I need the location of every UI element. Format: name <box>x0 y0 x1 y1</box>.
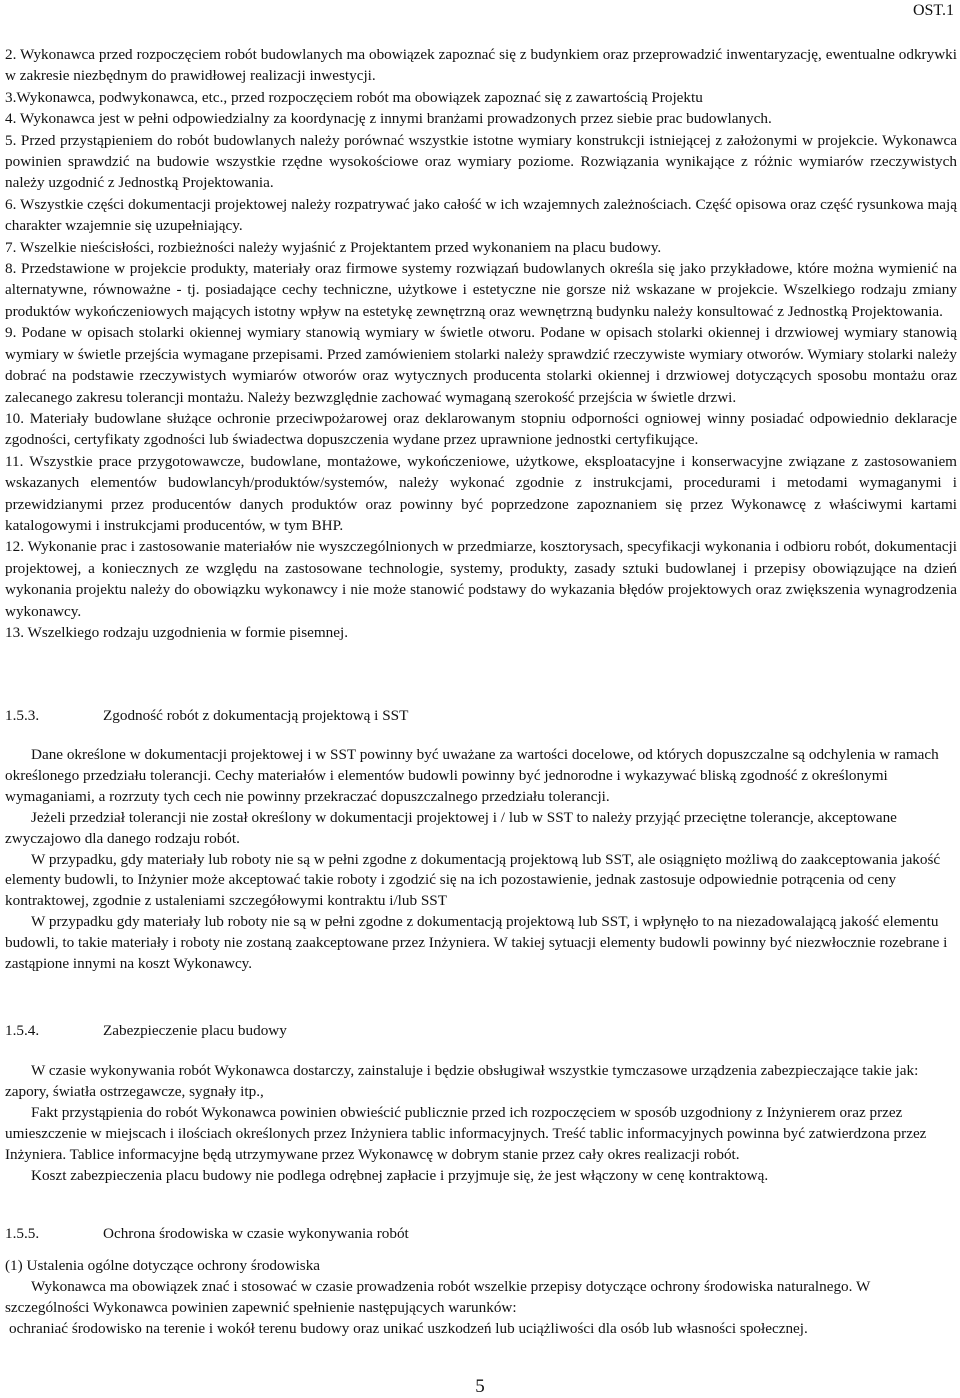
section-heading-1-5-5 <box>5 1223 409 1244</box>
section-heading-1-5-4 <box>5 1020 287 1041</box>
paragraph: W czasie wykonywania robót Wykonawca dostarczy, zainstaluje i będzie obsługiwał wszystkie tymczasowe urządzenia zabezpieczające takie jak: zapory, światła ostrzegawcze, sygnały itp., <box>5 1062 919 1100</box>
section-number: 1.5.5. <box>5 1225 40 1242</box>
section-number: 1.5.3. <box>5 707 40 724</box>
paragraph: Jeżeli przedział tolerancji nie został określony w dokumentacji projektowej i / lub w SST to należy przyjąć przeciętne tolerancje, akceptowane zwyczajowo dla danego rodzaju robót. <box>5 808 897 847</box>
page-number: 5 <box>475 1376 485 1397</box>
section-body-1-5-3 <box>5 745 950 975</box>
section-title: Zgodność robót z dokumentacją projektową i SST <box>103 707 409 724</box>
subheading: (1) Ustalenia ogólne dotyczące ochrony środowiska <box>5 1257 321 1274</box>
requirement-item: 5. Przed przystąpieniem do robót budowlanych należy porównać wszystkie istotne wymiary konstrukcji istniejącej z założonymi w projekcie. Wykonawca powinien sprawdzić na budowie wszystkie rzędne wysokościowe oraz wymiary poziome. Rozwiązania wynikające z różnic wymiarów rzeczywistych należy uzgodnić z Jednostką Projektowania. <box>5 131 957 192</box>
section-body-1-5-5 <box>5 1256 950 1340</box>
requirement-item: 10. Materiały budowlane służące ochronie przeciwpożarowej oraz deklarowanym stopniu odporności ogniowej winny posiadać odpowiednio deklaracje zgodności, certyfikaty zgodności lub świadectwa dopuszczenia wydane przez uprawnione jednostki certyfikujące. <box>5 409 957 449</box>
paragraph: Wykonawca ma obowiązek znać i stosować w czasie prowadzenia robót wszelkie przepisy dotyczące ochrony środowiska naturalnego. W szczególności Wykonawca powinien zapewnić spełnienie następujących warunków: <box>5 1277 871 1316</box>
requirement-item: 3.Wykonawca, podwykonawca, etc., przed rozpoczęciem robót ma obowiązek zapoznać się z zawartością Projektu <box>5 88 703 106</box>
section-heading-1-5-3 <box>5 705 408 726</box>
paragraph: Dane określone w dokumentacji projektowej i w SST powinny być uważane za wartości docelowe, od których dopuszczalne są odchylenia w ramach określonego przedziału tolerancji. Cechy materiałów i elementów budowli powinny być jednorodne i wykazywać bliską zgodność z określonymi wymaganiami, a rozrzuty tych cech nie powinny przekraczać dopuszczalnego przedziału tolerancji. <box>5 746 939 805</box>
requirement-item: 9. Podane w opisach stolarki okiennej wymiary stanowią wymiary w świetle otworu. Podane w opisach stolarki okiennej i drzwiowej wymiary stanowią wymiary w świetle przejścia wymagane przepisami. Przed zamówieniem stolarki należy sprawdzić rzeczywiste wymiary otworów. Wymiary stolarki należy dobrać na podstawie rzeczywistych wymiarów otworów oraz wytycznych producenta stolarki okiennej i drzwiowej dotyczących sposobu montażu oraz zalecanego zakresu tolerancji montażu. Należy bezwzględnie zachować wymaganą szerokość przejścia w świetle drzwi. <box>5 324 957 406</box>
paragraph: Fakt przystąpienia do robót Wykonawca powinien obwieścić publicznie przed ich rozpoczęciem w sposób uzgodniony z Inżynierem oraz przez umieszczenie w miejscach i ilościach określonych przez Inżyniera tablic informacyjnych. Treść tablic informacyjnych powinna być zatwierdzona przez Inżyniera. Tablice informacyjne będą utrzymywane przez Wykonawcę w dobrym stanie przez cały okres realizacji robót. <box>5 1103 927 1163</box>
paragraph: W przypadku gdy materiały lub roboty nie są w pełni zgodne z dokumentacją projektową lub SST, i wpłynęło to na niezadowalającą jakość elementu budowli, to takie materiały i roboty nie zostaną zaakceptowane przez Inżyniera. W takiej sytuacji elementy budowli powinny być niezwłocznie rozebrane i zastąpione innymi na koszt Wykonawcy. <box>5 913 948 973</box>
requirement-item: 2. Wykonawca przed rozpoczęciem robót budowlanych ma obowiązek zapoznać się z budynkiem oraz przeprowadzić inwentaryzację, ewentualne odkrywki w zakresie niezbędnym do prawidłowej realizacji inwestycji. <box>5 46 957 85</box>
contractor-requirements-list <box>5 44 957 643</box>
requirement-item: 7. Wszelkie nieścisłości, rozbieżności należy wyjaśnić z Projektantem przed wykonaniem na placu budowy. <box>5 238 662 256</box>
section-title: Ochrona środowiska w czasie wykonywania robót <box>103 1225 409 1242</box>
requirement-item: 6. Wszystkie części dokumentacji projektowej należy rozpatrywać jako całość w ich wzajemnych zależnościach. Część opisowa oraz część rysunkowa mają charakter wzajemnie się uzupełniający. <box>5 195 957 235</box>
requirement-item: 11. Wszystkie prace przygotowawcze, budowlane, montażowe, wykończeniowe, użytkowe, eksploatacyjne i konserwacyjne związane z zastosowaniem wskazanych elementów budowlancyh/produktów/systemów, należy wykonać zgodnie z instrukcjami, procedurami i metodami wymaganymi i przewidzianymi przez producentów danych produktów oraz powinny być poprzedzone zapoznaniem się przez Wykonawcę z właściwymi kartami katalogowymi i instrukcjami producentów, w tym BHP. <box>5 452 957 534</box>
requirement-item: 12. Wykonanie prac i zastosowanie materiałów nie wyszczególnionych w przedmiarze, kosztorysach, specyfikacji wykonania i odbioru robót, dokumentacji projektowej, a koniecznych ze względu na zastosowane technologie, systemy, produkty, zasady sztuki budowlanej i przepisy obowiązujące na dzień wykonania projektu należy do obowiązku wykonawcy i nie może stanowić podstawy do wykazania błędów projektowych oraz zwiększenia wynagrodzenia wykonawcy. <box>5 538 957 620</box>
paragraph: Koszt zabezpieczenia placu budowy nie podlega odrębnej zapłacie i przyjmuje się, że jest włączony w cenę kontraktową. <box>31 1166 769 1184</box>
section-title: Zabezpieczenie placu budowy <box>103 1022 287 1039</box>
requirement-item: 4. Wykonawca jest w pełni odpowiedzialny za koordynację z innymi branżami prowadzonych przez siebie prac budowlanych. <box>5 110 772 128</box>
paragraph: W przypadku, gdy materiały lub roboty nie są w pełni zgodne z dokumentacją projektową lub SST, ale osiągnięto możliwą do zaakceptowania jakość elementy budowli, to Inżynier może akceptować takie roboty i zgodzić się na ich pozostawienie, jednak zastosuje odpowiednie potrącenia od ceny kontraktowej, zgodnie z ustaleniami szczegółowymi kontraktu i/lub SST <box>5 850 941 910</box>
paragraph: ochraniać środowisko na terenie i wokół terenu budowy oraz unikać uszkodzeń lub uciążliwości dla osób lub własności społecznej. <box>9 1319 808 1337</box>
document-code: OST.1 <box>912 2 954 19</box>
requirement-item: 13. Wszelkiego rodzaju uzgodnienia w formie pisemnej. <box>5 623 349 641</box>
section-body-1-5-4 <box>5 1061 950 1186</box>
requirement-item: 8. Przedstawione w projekcie produkty, materiały oraz firmowe systemy rozwiązań budowlanych określa się jako przykładowe, które można wymienić na alternatywne, równoważne - tj. posiadające cechy techniczne, użytkowe i estetyczne nie gorsze niż wskazane w projekcie. Wszelkiego rodzaju zmiany produktów wykończeniowych mających istotny wpływ na estetykę zewnętrzną oraz wewnętrzną budynku należy konsultować z Jednostką Projektowania. <box>5 260 957 320</box>
section-number: 1.5.4. <box>5 1022 40 1039</box>
